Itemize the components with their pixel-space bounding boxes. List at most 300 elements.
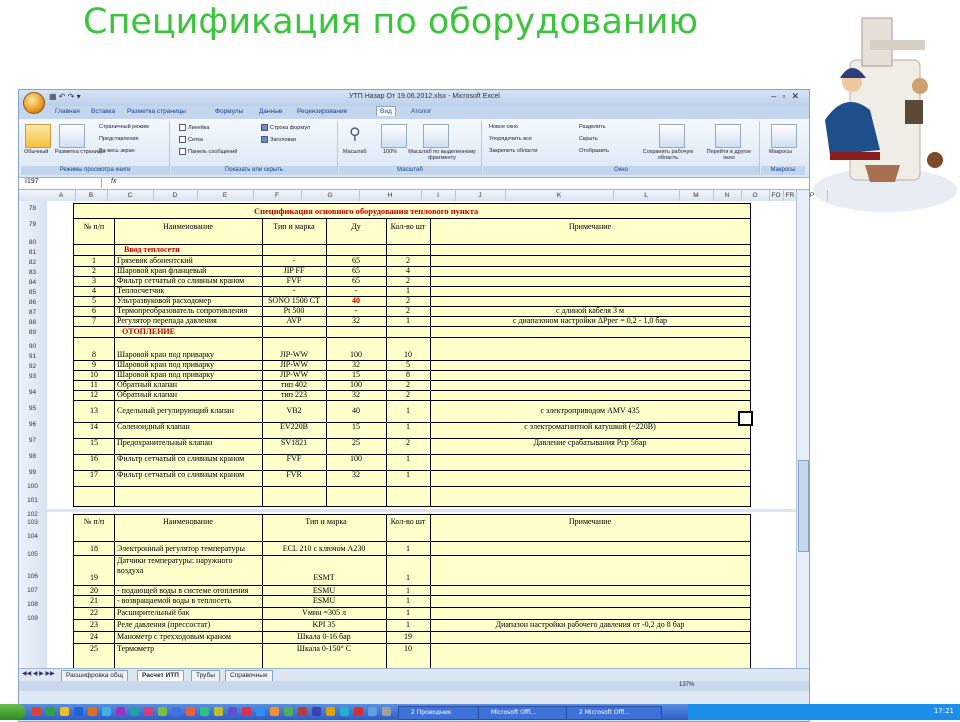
cell-qty: 1 [406, 586, 410, 595]
sheet-tab[interactable]: Расшифровка общ [61, 670, 128, 682]
cell-qty: 1 [406, 470, 410, 479]
cell-name: Электронный регулятор температуры [117, 544, 245, 553]
grid-line [74, 486, 750, 487]
page-layout-icon[interactable] [59, 124, 85, 148]
cell-no: 9 [92, 360, 96, 369]
column-header[interactable]: FR [783, 190, 798, 201]
app-icon[interactable] [88, 707, 97, 716]
cell-name: Ультразвуковой расходомер [117, 296, 212, 305]
selection-marker [738, 411, 753, 426]
grid-line [386, 515, 387, 669]
taskbar-explorer[interactable]: 2 Проводник [398, 706, 486, 720]
excel-window [18, 89, 815, 722]
tab-insert[interactable]: Вставка [91, 108, 116, 115]
row-header[interactable]: 102 [27, 511, 38, 518]
column-header[interactable]: L [613, 190, 680, 201]
header-cell: Тип и марка [273, 222, 315, 231]
office-button[interactable] [23, 92, 45, 114]
cell-name: Шаровой кран под приварку [117, 360, 215, 369]
group-label: Режимы просмотра книги [21, 166, 169, 175]
cell-qty: 2 [406, 438, 410, 447]
group-label: Окно [483, 166, 759, 175]
row-header[interactable]: 104 [27, 533, 38, 540]
app-icon[interactable] [242, 707, 251, 716]
cell-no: 4 [92, 286, 96, 295]
app-icon[interactable] [74, 707, 83, 716]
zoom-100-icon[interactable] [381, 124, 407, 148]
fx-icon[interactable]: fx [111, 178, 117, 185]
app-icon[interactable] [200, 707, 209, 716]
cell-no: 18 [90, 544, 98, 553]
app-icon[interactable] [144, 707, 153, 716]
row-header[interactable]: 87 [28, 309, 37, 316]
row-header[interactable]: 103 [27, 519, 38, 526]
cell-name: Фильтр сетчатый со сливным краном [117, 470, 245, 479]
cell-name: Фильтр сетчатый со сливным краном [117, 454, 245, 463]
column-header[interactable]: C [107, 190, 154, 201]
system-tray [688, 704, 960, 720]
row-header[interactable]: 88 [28, 319, 37, 326]
app-icon[interactable] [46, 707, 55, 716]
save-workspace-label: Сохранить рабочую область [642, 149, 694, 161]
row-header[interactable]: 109 [27, 615, 38, 622]
row-header[interactable]: 91 [28, 353, 37, 360]
zoom-100-label: 100% [383, 149, 398, 155]
row-header[interactable]: 89 [28, 329, 37, 336]
grid-line [74, 541, 750, 542]
cell-type: SONO 1500 CT [267, 296, 320, 305]
cell-qty: 1 [406, 544, 410, 553]
cell-qty: 1 [406, 454, 410, 463]
grid-line [114, 515, 115, 669]
cell-du: 32 [352, 360, 360, 369]
cell-type: JIP-WW [280, 350, 308, 359]
cell-no: 1 [92, 256, 96, 265]
freeze-panes[interactable]: Закрепить области [489, 148, 538, 154]
start-button[interactable] [0, 704, 26, 720]
sheet-nav-arrows[interactable]: ◀◀ ◀ ▶ ▶▶ [22, 671, 55, 677]
new-window[interactable]: Новое окно [489, 124, 519, 130]
group-label: Масштаб [339, 166, 481, 175]
cell-no: 15 [90, 438, 98, 447]
cell-type: Шкала 0-150° С [296, 644, 352, 653]
cell-qty: 1 [406, 573, 410, 582]
row-header[interactable]: 99 [28, 469, 37, 476]
window-title: УТП Назар От 19.06.2012.xlsx - Microsoft Excel [349, 93, 500, 100]
cell-qty: 2 [406, 380, 410, 389]
app-icon[interactable] [340, 707, 349, 716]
row-header[interactable]: 95 [28, 405, 37, 412]
cell-du: 40 [352, 406, 360, 415]
cell-note: с диапазоном настройки ΔPрег = 0,2 - 1,0 бар [512, 316, 668, 325]
cell-du: 100 [350, 454, 362, 463]
row-header[interactable]: 83 [28, 269, 37, 276]
sheet-tabs [19, 668, 809, 681]
cell-qty: 1 [406, 596, 410, 605]
app-icon[interactable] [158, 707, 167, 716]
cell-type: EV220B [280, 422, 308, 431]
cell-qty: 8 [406, 370, 410, 379]
cell-no: 3 [92, 276, 96, 285]
cell-qty: 1 [406, 286, 410, 295]
row-header[interactable]: 107 [27, 587, 38, 594]
cell-name: - возвращаемой воды в теплосеть [117, 596, 232, 605]
app-icon[interactable] [228, 707, 237, 716]
column-header[interactable]: A [47, 190, 76, 201]
row-header[interactable]: 101 [27, 497, 38, 504]
cell-du: 65 [352, 256, 360, 265]
cell-note: Давление срабатывания Рср 5бар [533, 438, 647, 447]
app-icon[interactable] [102, 707, 111, 716]
cell-du: 15 [352, 422, 360, 431]
cell-type: JIP-WW [280, 360, 308, 369]
cell-qty: 2 [406, 256, 410, 265]
app-icon[interactable] [270, 707, 279, 716]
cell-type: KPI 35 [312, 620, 336, 629]
tab-data[interactable]: Данные [259, 108, 283, 115]
header-cell: Примечание [568, 517, 612, 526]
grid-line [326, 218, 327, 506]
slide-title: Спецификация по оборудованию [83, 2, 698, 42]
cell-name: Соленоидный клапан [117, 422, 190, 431]
cell-no: 10 [90, 370, 98, 379]
app-icon[interactable] [116, 707, 125, 716]
title-bar [19, 90, 809, 106]
cell-name: Термопреобразователь сопротивления [117, 306, 248, 315]
cell-name: Шаровой кран под приварку [117, 350, 215, 359]
zoom-selection-icon[interactable] [423, 124, 449, 148]
tab-view[interactable]: Вид [376, 106, 396, 116]
hide[interactable]: Скрыть [579, 136, 598, 142]
vertical-scrollbar[interactable] [796, 190, 809, 668]
row-header[interactable]: 92 [28, 363, 37, 370]
switch-windows-icon[interactable] [715, 124, 741, 148]
header-cell: Ду [351, 222, 361, 231]
group-window [483, 121, 760, 175]
row-header[interactable]: 85 [28, 289, 37, 296]
macros-icon[interactable] [771, 124, 797, 148]
cell-name: Регулятор перепада давления [117, 316, 217, 325]
app-icon[interactable] [284, 707, 293, 716]
cell-qty: 19 [404, 632, 412, 641]
cell-name: Грязевик абонентский [117, 256, 193, 265]
row-header[interactable]: 106 [27, 573, 38, 580]
window-controls[interactable]: –▫✕ [771, 91, 805, 101]
cell-name: Теплосчетчик [117, 286, 165, 295]
cell-no: 2 [92, 266, 96, 275]
row-header[interactable]: 105 [27, 551, 38, 558]
row-header[interactable]: 98 [28, 453, 37, 460]
cell-name: Шаровой кран фланцевый [117, 266, 207, 275]
cell-no: 7 [92, 316, 96, 325]
cell-type: тип 402 [280, 380, 308, 389]
section-label: ОТОПЛЕНИЕ [122, 327, 175, 336]
cell-du: 100 [350, 380, 362, 389]
formula-bar [19, 178, 809, 190]
grid-line [74, 337, 750, 338]
cell-no: 20 [90, 586, 98, 595]
name-box[interactable]: I197 [21, 178, 102, 188]
row-header[interactable]: 93 [28, 373, 37, 380]
grid-line [430, 515, 431, 669]
cell-no: 22 [90, 608, 98, 617]
cell-qty: 2 [406, 306, 410, 315]
ribbon-tabs [19, 106, 809, 119]
grid-line [430, 218, 431, 506]
cell-qty: 1 [406, 316, 410, 325]
cell-no: 8 [92, 350, 96, 359]
cell-du: 65 [352, 276, 360, 285]
row-header[interactable]: 96 [28, 421, 37, 428]
row-header[interactable]: 84 [28, 279, 37, 286]
equipment-table-2 [73, 514, 751, 670]
app-icon[interactable] [32, 707, 41, 716]
cell-du: - [354, 286, 358, 295]
cell-type: ESMU [312, 586, 336, 595]
header-cell: Кол-во шт [390, 222, 426, 231]
app-icon[interactable] [382, 707, 391, 716]
cell-type: FVR [286, 470, 302, 479]
column-header[interactable]: M [679, 190, 714, 201]
cell-type: ESMT [313, 573, 335, 582]
cell-no: 12 [90, 390, 98, 399]
cell-note: с электроприводом AMV 435 [540, 406, 640, 415]
cell-no: 14 [90, 422, 98, 431]
column-header[interactable]: K [505, 190, 614, 201]
row-header[interactable]: 108 [27, 601, 38, 608]
cell-type: FVF [286, 276, 302, 285]
header-cell: Тип и марка [305, 517, 347, 526]
cell-type: SV1821 [280, 438, 308, 447]
row-header[interactable]: 90 [28, 343, 37, 350]
cell-no: 6 [92, 306, 96, 315]
scroll-thumb[interactable] [798, 460, 809, 552]
sheet-tab[interactable]: Справочные [225, 670, 273, 682]
group-label: Макросы [761, 166, 805, 175]
row-header[interactable]: 100 [27, 483, 38, 490]
full-screen[interactable]: Во весь экран [99, 148, 135, 154]
column-header[interactable]: E [197, 190, 254, 201]
formula-bar-checkbox[interactable]: Строка формул [261, 124, 310, 131]
row-headers [19, 201, 48, 668]
unhide[interactable]: Отобразить [579, 148, 609, 154]
zoom-level[interactable]: 137% [679, 682, 695, 688]
cell-du: - [354, 306, 358, 315]
equipment-table-1 [73, 203, 751, 507]
cell-no: 21 [90, 596, 98, 605]
cell-qty: 1 [406, 422, 410, 431]
cell-qty: 1 [406, 608, 410, 617]
column-header[interactable]: G [301, 190, 360, 201]
zoom-label: Масштаб [343, 149, 367, 155]
sheet-tab[interactable]: Трубы [191, 670, 220, 682]
headings-checkbox[interactable]: Заголовки [261, 136, 296, 143]
column-header[interactable]: P [797, 190, 828, 201]
cell-du: 65 [352, 266, 360, 275]
cell-type: VB2 [286, 406, 302, 415]
custom-views[interactable]: Представления [99, 136, 139, 142]
zoom-magnifier-icon[interactable]: ⚲ [349, 126, 361, 143]
cell-name: Термометр [117, 644, 155, 653]
group-label: Показать или скрыть [171, 166, 337, 175]
page-break-view[interactable]: Страничный режим [99, 124, 149, 130]
row-header[interactable]: 94 [28, 389, 37, 396]
cell-du: 32 [352, 316, 360, 325]
cell-du: 32 [352, 470, 360, 479]
cell-du: 40 [352, 296, 360, 305]
grid-line [74, 218, 750, 219]
sheet-tab-active[interactable]: Расчет ИТП [137, 670, 184, 682]
cell-name: - подающей воды в системе отопления [117, 586, 249, 595]
header-cell: № п/п [83, 222, 105, 231]
app-icon[interactable] [326, 707, 335, 716]
app-icon[interactable] [214, 707, 223, 716]
grid-line [74, 326, 750, 327]
split[interactable]: Разделить [579, 124, 606, 130]
app-icon[interactable] [354, 707, 363, 716]
tab-formulas[interactable]: Формулы [215, 108, 244, 115]
normal-view-label: Обычный [24, 149, 49, 155]
grid-line [114, 218, 115, 506]
header-cell: Наименование [163, 222, 213, 231]
cell-type: ECL 210 с ключом А230 [282, 544, 366, 553]
cell-name: Седельный регулирующий клапан [117, 406, 234, 415]
app-icon[interactable] [298, 707, 307, 716]
taskbar-office-2[interactable]: 2 Microsoft Offi... [566, 706, 662, 720]
row-header[interactable]: 81 [28, 249, 37, 256]
app-icon[interactable] [186, 707, 195, 716]
normal-view-icon[interactable] [25, 124, 51, 148]
cell-type: Pt 500 [283, 306, 305, 315]
ribbon [19, 119, 809, 178]
column-header[interactable]: H [359, 190, 422, 201]
group-show-hide [171, 121, 338, 175]
header-cell: № п/п [83, 517, 105, 526]
header-cell: Кол-во шт [390, 517, 426, 526]
cell-type: ESMU [312, 596, 336, 605]
group-macros [761, 121, 805, 175]
column-header[interactable]: J [455, 190, 506, 201]
cell-qty: 2 [406, 390, 410, 399]
column-header[interactable]: O [741, 190, 770, 201]
row-header[interactable]: 97 [28, 437, 37, 444]
app-icon[interactable] [172, 707, 181, 716]
app-icon[interactable] [312, 707, 321, 716]
cell-type: Шкала 0-16 бар [297, 632, 351, 641]
taskbar [0, 704, 960, 720]
cell-type: Vмин =305 л [302, 608, 346, 617]
row-header[interactable]: 86 [28, 299, 37, 306]
cell-no: 19 [90, 573, 98, 582]
cell-qty: 2 [406, 276, 410, 285]
cell-name: Предохранительный клапан [117, 438, 213, 447]
cell-name: Шаровой кран под приварку [117, 370, 215, 379]
tab-addins[interactable]: Атолог [411, 108, 432, 115]
cell-du: 100 [350, 350, 362, 359]
grid-line [262, 218, 263, 506]
winter-clipart [810, 0, 960, 215]
cell-type: - [292, 286, 296, 295]
message-bar-checkbox[interactable]: Панель сообщений [179, 148, 237, 155]
worksheet-grid[interactable] [47, 201, 796, 668]
app-icon[interactable] [130, 707, 139, 716]
cell-name: Манометр с трехходовым краном [117, 632, 231, 641]
ruler-checkbox[interactable]: Линейка [179, 124, 209, 131]
rows-gap [47, 509, 796, 512]
column-header[interactable]: F [253, 190, 302, 201]
section-label: Ввод теплосети [124, 245, 180, 254]
cell-note: с длиной кабеля 3 м [555, 306, 625, 315]
column-header[interactable]: D [153, 190, 198, 201]
grid-line [74, 400, 750, 401]
cell-qty: 1 [406, 620, 410, 629]
cell-name: Реле давления (прессостат) [117, 620, 211, 629]
row-header[interactable]: 80 [28, 239, 37, 246]
column-header[interactable]: N [713, 190, 742, 201]
row-header[interactable]: 82 [28, 259, 37, 266]
cell-no: 24 [90, 632, 98, 641]
grid-line [386, 218, 387, 506]
row-header[interactable]: 78 [28, 205, 37, 212]
cell-type: - [292, 256, 296, 265]
zoom-selection-label: Масштаб по выделенному фрагменту [408, 149, 476, 161]
arrange-all[interactable]: Упорядочить все [489, 136, 532, 142]
tab-page-layout[interactable]: Разметка страницы [127, 108, 186, 115]
cell-du: 25 [352, 438, 360, 447]
app-icon[interactable] [256, 707, 265, 716]
macros-label: Макросы [769, 149, 792, 155]
cell-no: 23 [90, 620, 98, 629]
app-icon[interactable] [60, 707, 69, 716]
cell-name: Обратный клапан [117, 380, 178, 389]
save-workspace-icon[interactable] [659, 124, 685, 148]
cell-no: 5 [92, 296, 96, 305]
row-header[interactable]: 79 [28, 221, 37, 228]
tab-review[interactable]: Рецензирование [297, 108, 348, 115]
cell-qty: 2 [406, 296, 410, 305]
group-zoom [339, 121, 482, 175]
column-header[interactable]: I [421, 190, 456, 201]
cell-type: тип 223 [280, 390, 308, 399]
gridlines-checkbox[interactable]: Сетка [179, 136, 203, 143]
cell-name: Фильтр сетчатый со сливным краном [117, 276, 245, 285]
cell-note: с электромагнитной катушкой (~220В) [524, 422, 656, 431]
cell-qty: 10 [404, 644, 412, 653]
taskbar-office[interactable]: Microsoft Offi... [478, 706, 574, 720]
cell-no: 16 [90, 454, 98, 463]
quick-access-toolbar[interactable]: ▦ ↶ ↷ ▾ [49, 92, 81, 101]
cell-type: FVF [286, 454, 302, 463]
cell-qty: 4 [406, 266, 410, 275]
cell-qty: 5 [406, 360, 410, 369]
grid-line [262, 515, 263, 669]
cell-du: 32 [352, 390, 360, 399]
cell-qty: 1 [406, 406, 410, 415]
tab-home[interactable]: Главная [55, 108, 80, 115]
switch-windows-label: Перейти в другое окно [706, 149, 752, 161]
cell-no: 25 [90, 644, 98, 653]
column-header[interactable]: FO [769, 190, 784, 201]
cell-name: Обратный клапан [117, 390, 178, 399]
cell-type: JIP-WW [280, 370, 308, 379]
cell-type: JIP FF [283, 266, 305, 275]
status-bar [19, 681, 809, 691]
page-layout-label: Разметка страницы [55, 149, 105, 155]
cell-type: AVP [286, 316, 302, 325]
clock: 17:21 [933, 707, 954, 715]
app-icon[interactable] [368, 707, 377, 716]
column-header[interactable]: B [75, 190, 108, 201]
